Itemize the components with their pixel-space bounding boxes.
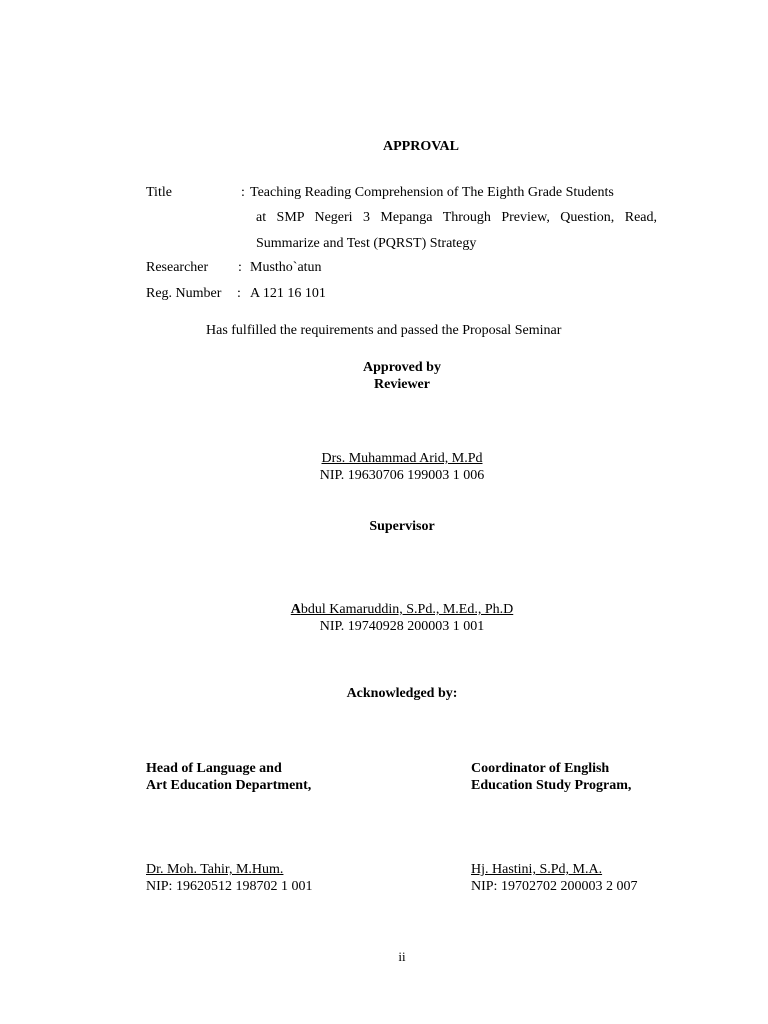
supervisor-name-rest: bdul Kamaruddin, S.Pd., M.Ed., Ph.D (300, 602, 514, 617)
researcher-colon: : (238, 260, 242, 275)
title-line-3: Summarize and Test (PQRST) Strategy (256, 236, 477, 251)
left-signatory-title-line-2: Art Education Department, (146, 778, 312, 793)
supervisor-name-initial: A (290, 602, 301, 617)
page-heading: APPROVAL (383, 139, 459, 154)
left-signatory-title-line-1: Head of Language and (146, 761, 282, 776)
researcher-value: Mustho`atun (250, 260, 322, 275)
reg-number-colon: : (237, 286, 241, 301)
right-signatory-title-line-1: Coordinator of English (471, 761, 610, 776)
title-line-2: at SMP Negeri 3 Mepanga Through Preview, Question, Read, (256, 210, 657, 225)
reg-number-value: A 121 16 101 (250, 286, 326, 301)
page-number: ii (398, 949, 406, 964)
researcher-label: Researcher (146, 260, 209, 275)
approval-statement: Has fulfilled the requirements and passed the Proposal Seminar (206, 323, 562, 338)
right-signatory-title-line-2: Education Study Program, (471, 778, 632, 793)
right-signatory-nip: NIP: 19702702 200003 2 007 (471, 879, 638, 894)
reviewer-label: Reviewer (374, 377, 430, 392)
supervisor-nip: NIP. 19740928 200003 1 001 (319, 619, 485, 634)
left-signatory-nip: NIP: 19620512 198702 1 001 (146, 879, 313, 894)
reviewer-nip: NIP. 19630706 199003 1 006 (319, 468, 485, 483)
left-signatory-name: Dr. Moh. Tahir, M.Hum. (146, 862, 284, 877)
title-colon: : (241, 185, 245, 200)
approved-by-label: Approved by (363, 360, 441, 375)
title-label: Title (146, 185, 172, 200)
acknowledged-label: Acknowledged by: (346, 686, 458, 701)
supervisor-name (0, 601, 768, 618)
supervisor-label: Supervisor (369, 519, 435, 534)
right-signatory-name: Hj. Hastini, S.Pd, M.A. (471, 862, 603, 877)
reg-number-label: Reg. Number (146, 286, 222, 301)
title-line-1: Teaching Reading Comprehension of The Eighth Grade Students (250, 185, 614, 200)
reviewer-name: Drs. Muhammad Arid, M.Pd (321, 451, 483, 466)
